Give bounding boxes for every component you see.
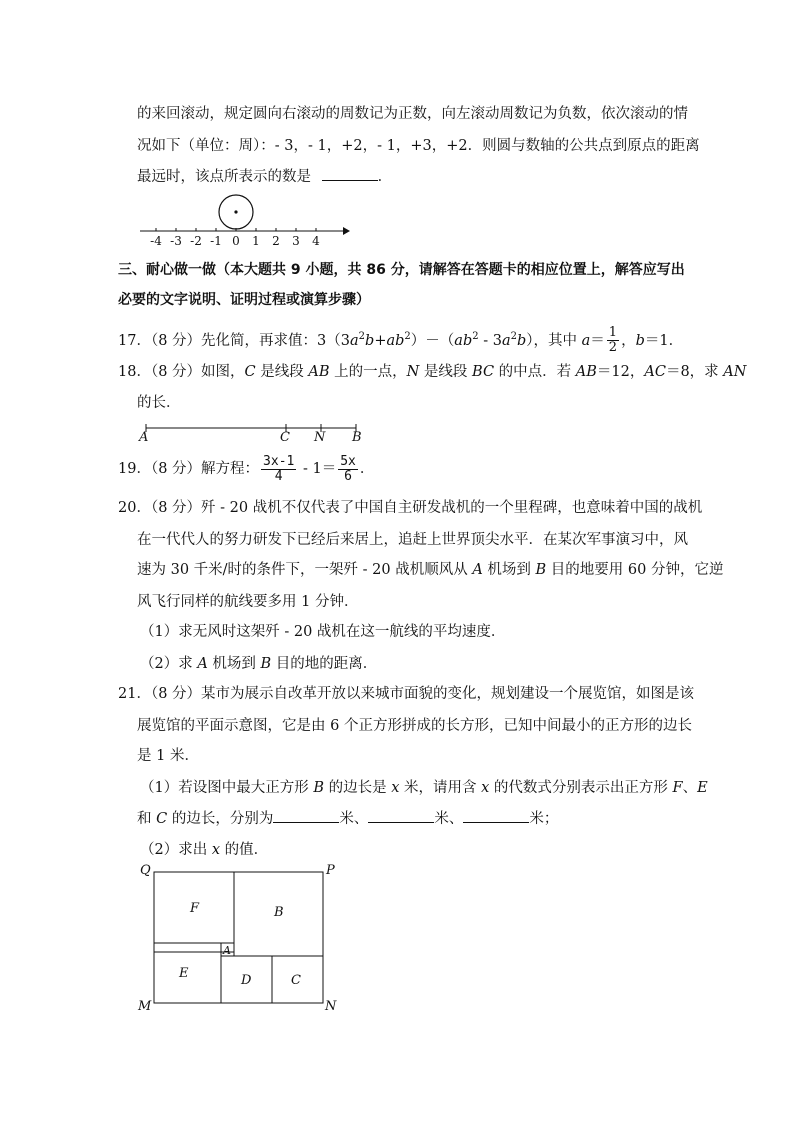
q17-var-b: b (635, 332, 645, 349)
corner-M: M (138, 999, 152, 1014)
q17-b-val: ＝1． (644, 332, 684, 349)
q16-answer-blank[interactable] (322, 166, 378, 181)
q19-frac2-num: 5x (340, 453, 356, 469)
q17-part2: ）－（ (410, 332, 455, 349)
q18-BC: BC (472, 364, 495, 380)
q21-blank-C[interactable] (463, 808, 529, 823)
q21-sub2 (140, 840, 268, 860)
q18-t1: 18．（8 分）如图， (118, 364, 245, 380)
q21-unit3: 米； (529, 811, 559, 827)
q20-s2-B: B (260, 656, 272, 672)
q21-sep: 、 (682, 780, 698, 796)
q17-fraction (607, 326, 619, 355)
q18-line2: 的长． (137, 395, 181, 411)
q21-C: C (156, 811, 168, 827)
label-A: A (223, 944, 231, 957)
label-C: C (291, 973, 301, 988)
circle-center-dot (234, 210, 237, 213)
q20-t3: 目的地要用 60 分钟，它逆 (546, 562, 724, 578)
corner-N: N (325, 999, 337, 1014)
q19-frac2-den: 6 (344, 468, 352, 484)
section3-title-line1: 三、耐心做一做（本大题共 9 小题，共 86 分，请解答在答题卡的相应位置上，解答应写出 (118, 262, 685, 278)
q21-t2: 的边长是 (324, 780, 392, 796)
q18-line1 (118, 362, 746, 382)
q20-s2-A: A (197, 656, 208, 672)
q19 (118, 452, 374, 486)
q16-line3 (137, 166, 392, 187)
q18-t7: ＝8，求 (665, 364, 724, 380)
q16-line2: 况如下（单位：周）：- 3，- 1，+2，- 1，+3，+2．则圆与数轴的公共点到原点的距离 (137, 138, 700, 154)
q21-t3: 米，请用含 (399, 780, 482, 796)
q18-t6: ＝12， (596, 364, 645, 380)
label-B: B (274, 905, 284, 920)
q20-sub1: （1）求无风时这架歼 - 20 战机在这一航线的平均速度． (140, 624, 506, 640)
q17 (118, 322, 683, 356)
q17-var-b: b (516, 332, 527, 349)
q20-line1: 20．（8 分）歼 - 20 战机不仅代表了中国自主研发战机的一个里程碑，也意味着中国的战机 (118, 500, 703, 516)
q17-var-a: a (581, 332, 591, 349)
q21-sub1-line2 (137, 808, 558, 829)
q21-unit1: 米、 (339, 811, 369, 827)
label-N: N (314, 430, 326, 445)
q21-t4: 的代数式分别表示出正方形 (489, 780, 673, 796)
number-line-label: -1 (210, 234, 222, 248)
q21-line2: 展览馆的平面示意图，它是由 6 个正方形拼成的长方形，已知中间最小的正方形的边长 (137, 718, 692, 734)
q20-s2-t2: 机场到 (207, 656, 261, 672)
q18-C: C (244, 364, 256, 380)
q21-unit2: 米、 (434, 811, 464, 827)
number-line-label: -4 (150, 234, 162, 248)
q16-line3-prefix: 最远时，该点所表示的数是 (137, 169, 311, 185)
q21-line3: 是 1 米． (137, 748, 199, 764)
q21-s2-x: x (211, 842, 221, 858)
q20-line3 (137, 560, 723, 580)
q17-exp: 2 (472, 331, 479, 342)
q17-eq: ＝ (590, 332, 605, 349)
q20-t2: 机场到 (482, 562, 536, 578)
q20-t1: 速为 30 千米/时的条件下，一架歼 - 20 战机顺风从 (137, 562, 473, 578)
q21-and: 和 (137, 811, 157, 827)
q21-B: B (313, 780, 324, 796)
q21-F: F (672, 780, 683, 796)
q20-A: A (472, 562, 483, 578)
q18-N: N (406, 364, 420, 380)
q17-minus3: - 3 (478, 332, 502, 349)
q19-prefix: 19．（8 分）解方程： (118, 461, 260, 477)
number-line-label: -3 (170, 234, 182, 248)
q20-s2-t1: （2）求 (140, 656, 198, 672)
squares-figure (136, 862, 346, 1014)
q17-var-a: a (501, 332, 511, 349)
q18-AC: AC (644, 364, 666, 380)
segment-figure (136, 418, 366, 446)
q18-AB: AB (575, 364, 597, 380)
q20-line4: 风飞行同样的航线要多用 1 分钟． (137, 594, 359, 610)
label-E: E (179, 966, 189, 981)
number-line-arrow (343, 227, 350, 235)
q21-t1: （1）若设图中最大正方形 (140, 780, 314, 796)
label-A: A (139, 430, 149, 445)
q17-exp: 2 (358, 331, 366, 342)
number-line-label: 0 (232, 234, 240, 248)
q18-AN: AN (723, 364, 747, 380)
corner-P: P (326, 863, 335, 878)
label-B: B (352, 430, 362, 445)
q18-t3: 上的一点， (329, 364, 407, 380)
q19-fraction2 (338, 455, 358, 484)
q20-B: B (535, 562, 547, 578)
q20-line2: 在一代代人的努力研发下已经后来居上，追赶上世界顶尖水平．在某次军事演习中，风 (137, 532, 688, 548)
corner-Q: Q (140, 863, 151, 878)
q21-x: x (391, 780, 400, 796)
q17-var-b: b (365, 332, 375, 349)
q19-frac1-num: 3x-1 (263, 453, 295, 469)
q17-var-ab: ab (386, 332, 405, 349)
q21-sub1-line1 (140, 778, 708, 798)
q17-var-a: a (350, 332, 359, 349)
q17-part3: ），其中 (526, 332, 582, 349)
q18-t5: 的中点．若 (494, 364, 576, 380)
q21-x: x (481, 780, 490, 796)
q17-part4: ， (621, 332, 636, 349)
q17-frac-den: 2 (608, 340, 618, 356)
q18-t4: 是线段 (419, 364, 473, 380)
q17-plus: + (374, 332, 387, 349)
number-line-label: 4 (312, 234, 320, 248)
q21-blank-E[interactable] (368, 808, 434, 823)
q19-mid: - 1＝ (298, 461, 337, 477)
label-C: C (280, 430, 290, 445)
q17-var-ab: ab (454, 332, 473, 349)
q17-prefix: 17．（8 分）先化简，再求值：3（3 (118, 332, 350, 349)
q19-frac1-den: 4 (274, 468, 283, 484)
q18-t2: 是线段 (255, 364, 309, 380)
number-line-label: 2 (272, 234, 280, 248)
q21-s2-t1: （2）求出 (140, 842, 212, 858)
q21-E: E (697, 780, 708, 796)
label-D: D (241, 973, 252, 988)
label-F: F (190, 901, 200, 916)
number-line-figure (140, 192, 355, 248)
q21-line1: 21．（8 分）某市为展示自改革开放以来城市面貌的变化，规划建设一个展览馆，如图是该 (118, 686, 695, 702)
q17-exp: 2 (510, 331, 517, 342)
q16-line1: 的来回滚动，规定圆向右滚动的周数记为正数，向左滚动周数记为负数，依次滚动的情 (137, 106, 688, 122)
number-line-label: 1 (252, 234, 260, 248)
q16-line3-suffix: ． (377, 169, 393, 185)
number-line-label: -2 (190, 234, 202, 248)
q17-exp: 2 (404, 331, 411, 342)
q19-fraction1 (261, 455, 296, 484)
q20-s2-t3: 目的地的距离． (271, 656, 378, 672)
q18-AB: AB (308, 364, 330, 380)
q19-suffix: ． (359, 461, 375, 477)
q21-t5: 的边长，分别为 (167, 811, 274, 827)
section3-title-line2: 必要的文字说明、证明过程或演算步骤） (118, 292, 370, 308)
number-line-label: 3 (292, 234, 300, 248)
q21-s2-t2: 的值． (220, 842, 269, 858)
q21-blank-F[interactable] (273, 808, 339, 823)
q20-sub2 (140, 654, 377, 674)
q17-frac-num: 1 (608, 325, 618, 341)
